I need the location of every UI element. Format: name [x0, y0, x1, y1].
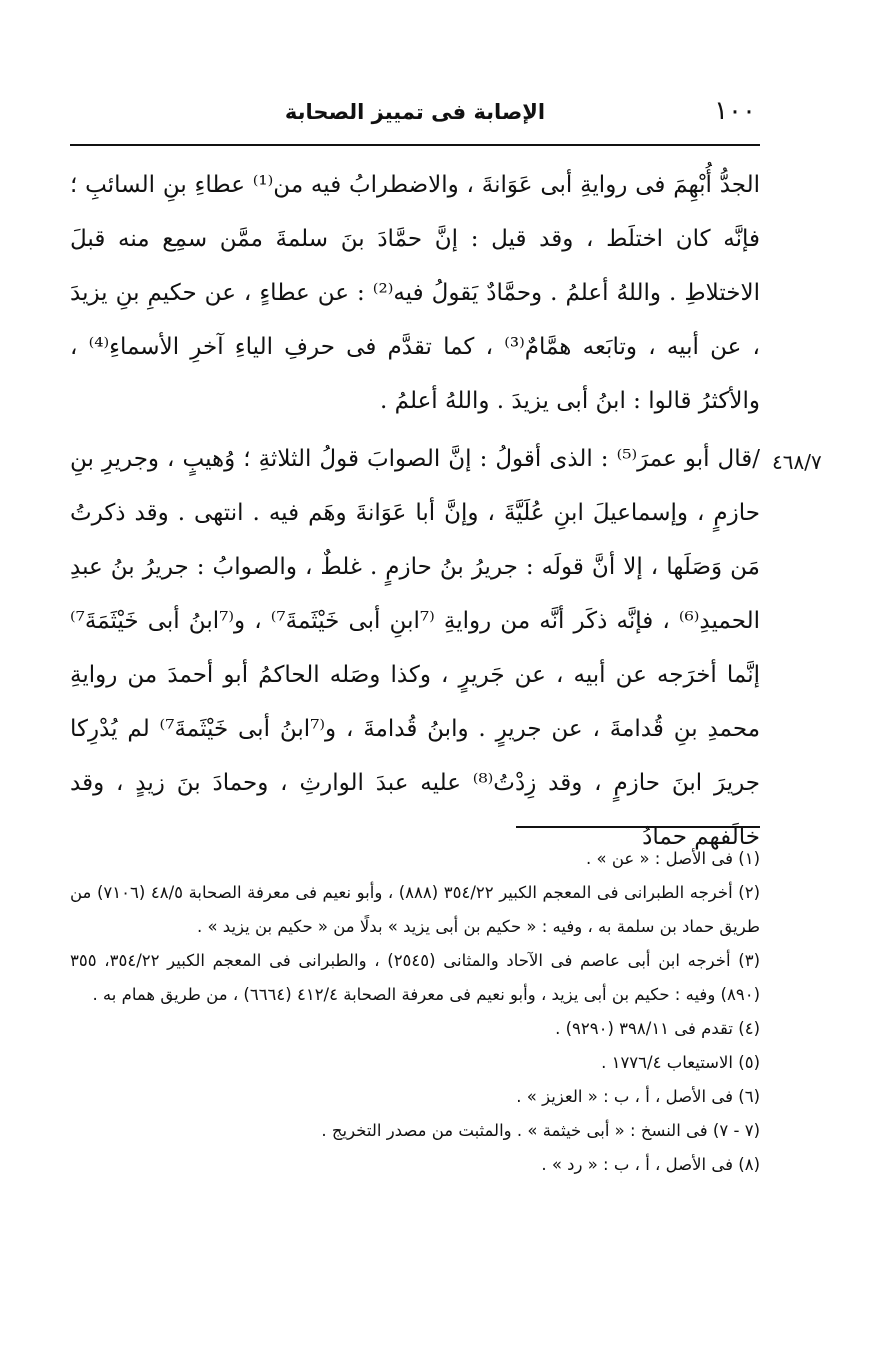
footnote: (١) فى الأصل : « عن » .: [585, 849, 760, 868]
page-header: [70, 92, 760, 132]
footnote: (٧ - ٧) فى النسخ : « أبى خيثمة » . والمثبت من مصدر التخريج .: [321, 1121, 760, 1140]
page-number: ١٠٠: [714, 96, 756, 126]
footnote: (٣) أخرجه ابن أبى عاصم فى الآحاد والمثانى (٢٥٤٥) ، والطبرانى فى المعجم الكبير ٣٥٤/٢٢، ٣٥٥ (٨٩٠) وفيه : حكيم بن أبى يزيد ، وأبو نعيم فى معرفة الصحابة ٤١٢/٤ (٦٦٦٤) ، من طريق همام به .: [70, 951, 760, 1004]
paragraph: /قال أبو عمرَ⁽⁵⁾ : الذى أقولُ : إنَّ الصوابَ قولُ الثلاثةِ ؛ وُهيبٍ ، وجريرِ بنِ حازمٍ ، وإسماعيلَ ابنِ عُلَيَّةَ ، وإنَّ أبا عَوَانةَ وهَم فيه . انتهى . وقد ذكرتُ مَن وَصَلَها ، إلا أنَّ قولَه : جريرُ بنُ حازمٍ . غلطٌ ، والصوابُ : جريرُ بنُ عبدِ الحميدِ⁽⁶⁾ ، فإنَّه ذكَر أنَّه من روايةِ ⁽⁷ابنِ أبى خَيْثَمةَ⁷⁾ ، و⁽⁷ابنُ أبى خَيْثَمَةَ⁷⁾ إنَّما أخرَجه عن أبيه ، عن جَريرٍ ، وكذا وصَله الحاكمُ أبو أحمدَ من روايةِ محمدِ بنِ قُدامةَ ، عن جريرٍ . وابنُ قُدامةَ ، و⁽⁷ابنُ أبى خَيْثَمةَ⁷⁾ لم يُدْرِكا جريرَ ابنَ حازمٍ ، وقد زِدْتُ⁽⁸⁾ عليه عبدَ الوارثِ ، وحمادَ بنَ زيدٍ ، وقد خالَفهم حمادُ: [70, 446, 761, 850]
running-title: الإصابة فى تمييز الصحابة: [284, 100, 546, 124]
footnote: (٢) أخرجه الطبرانى فى المعجم الكبير ٣٥٤/٢٢ (٨٨٨) ، وأبو نعيم فى معرفة الصحابة ٤٨/٥ (٧١٠٦) من طريق حماد بن سلمة به ، وفيه : « حكيم بن أبى يزيد » بدلًا من « حكيم بن يزيد » .: [70, 883, 760, 936]
main-text: [70, 158, 760, 864]
footnote: (٤) تقدم فى ٣٩٨/١١ (٩٢٩٠) .: [555, 1019, 760, 1038]
margin-reference: ٤٦٨/٧: [772, 450, 822, 474]
footnote: (٦) فى الأصل ، أ ، ب : « العزيز » .: [516, 1087, 760, 1106]
footnote: (٥) الاستيعاب ١٧٧٦/٤ .: [601, 1053, 760, 1072]
paragraph: الجدُّ أُبْهِمَ فى روايةِ أبى عَوَانةَ ، والاضطرابُ فيه من⁽¹⁾ عطاءِ بنِ السائبِ ؛ فإنَّه كان اختلَط ، وقد قيل : إنَّ حمَّادَ بنَ سلمةَ ممَّن سمِع منه قبلَ الاختلاطِ . واللهُ أعلمُ . وحمَّادٌ يَقولُ فيه⁽²⁾ : عن عطاءٍ ، عن حكيمِ بنِ يزيدَ ، عن أبيه ، وتابَعه همَّامٌ⁽³⁾ ، كما تقدَّم فى حرفِ الياءِ آخرِ الأسماءِ⁽⁴⁾ ، والأكثرُ قالوا : ابنُ أبى يزيدَ . واللهُ أعلمُ .: [70, 172, 761, 414]
footnotes: [70, 842, 760, 1182]
header-rule: [70, 144, 760, 146]
footnote: (٨) فى الأصل ، أ ، ب : « رد » .: [541, 1155, 760, 1174]
footnote-rule: [516, 826, 760, 828]
